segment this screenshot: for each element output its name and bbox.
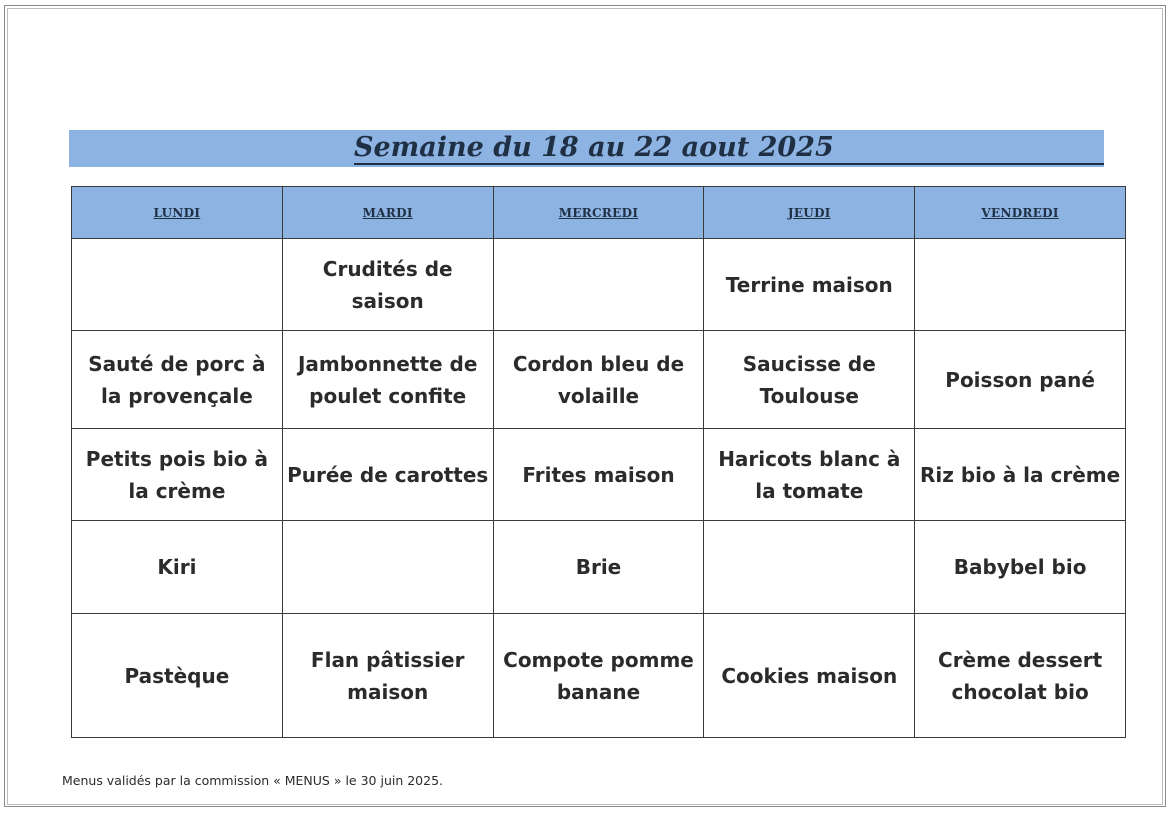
- day-header-lundi: LUNDI: [72, 187, 283, 239]
- menu-cell: [282, 521, 493, 614]
- menu-cell: Purée de carottes: [282, 429, 493, 521]
- menu-cell: Saucisse de Toulouse: [704, 331, 915, 429]
- menu-cell: [493, 239, 704, 331]
- menu-row-dessert: [72, 614, 1126, 738]
- day-header-row: [72, 187, 1126, 239]
- day-header-mardi: MARDI: [282, 187, 493, 239]
- week-title: Semaine du 18 au 22 aout 2025: [354, 132, 834, 163]
- menu-cell: Frites maison: [493, 429, 704, 521]
- menu-cell: [72, 239, 283, 331]
- menu-row-starter: [72, 239, 1126, 331]
- menu-cell: Crudités de saison: [282, 239, 493, 331]
- menu-row-cheese: [72, 521, 1126, 614]
- menu-cell: Haricots blanc à la tomate: [704, 429, 915, 521]
- menu-cell: Compote pomme banane: [493, 614, 704, 738]
- menu-cell: Cookies maison: [704, 614, 915, 738]
- menu-table: [71, 186, 1126, 738]
- menu-cell: Poisson pané: [915, 331, 1126, 429]
- menu-cell: Crème dessert chocolat bio: [915, 614, 1126, 738]
- day-header-vendredi: VENDREDI: [915, 187, 1126, 239]
- day-header-jeudi: JEUDI: [704, 187, 915, 239]
- menu-cell: Pastèque: [72, 614, 283, 738]
- menu-cell: Flan pâtissier maison: [282, 614, 493, 738]
- menu-cell: Babybel bio: [915, 521, 1126, 614]
- menu-row-side: [72, 429, 1126, 521]
- menu-cell: Terrine maison: [704, 239, 915, 331]
- title-underline: [354, 163, 1104, 165]
- menu-row-main: [72, 331, 1126, 429]
- menu-cell: Kiri: [72, 521, 283, 614]
- day-header-mercredi: MERCREDI: [493, 187, 704, 239]
- menu-cell: Petits pois bio à la crème: [72, 429, 283, 521]
- validation-footer: Menus validés par la commission « MENUS » le 30 juin 2025.: [62, 773, 444, 788]
- menu-cell: [704, 521, 915, 614]
- menu-cell: Riz bio à la crème: [915, 429, 1126, 521]
- menu-cell: Sauté de porc à la provençale: [72, 331, 283, 429]
- menu-cell: Jambonnette de poulet confite: [282, 331, 493, 429]
- menu-cell: Brie: [493, 521, 704, 614]
- menu-cell: [915, 239, 1126, 331]
- menu-cell: Cordon bleu de volaille: [493, 331, 704, 429]
